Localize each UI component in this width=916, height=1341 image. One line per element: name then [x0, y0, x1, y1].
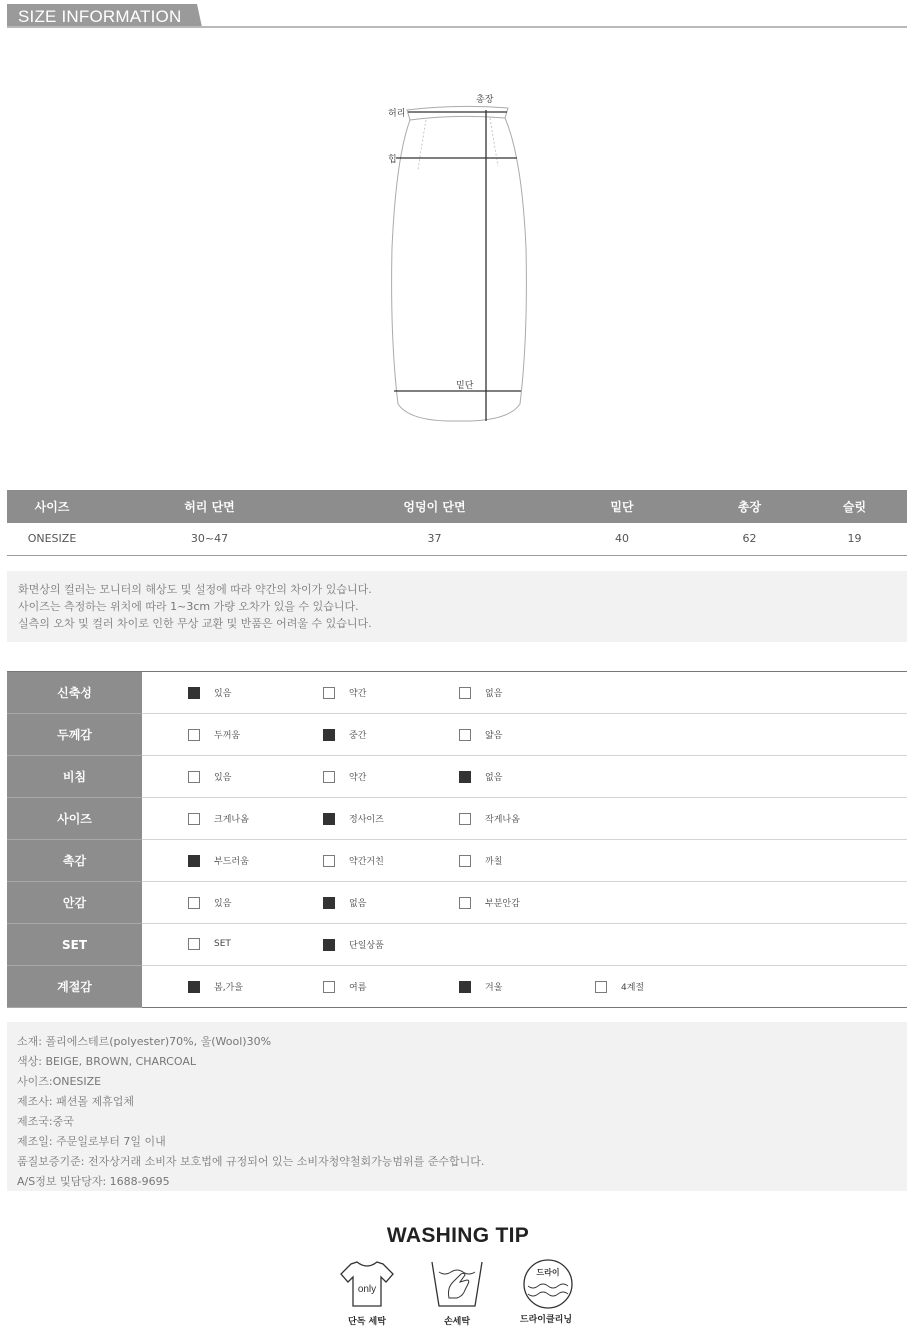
option [459, 812, 520, 825]
size-table [7, 490, 907, 556]
option-label: 있음 [214, 773, 232, 783]
table-row [7, 523, 907, 555]
hip-label: 힙 [388, 155, 397, 165]
washing-tip-title: WASHING TIP [386, 1224, 530, 1247]
option [323, 686, 366, 699]
header-divider [7, 26, 907, 28]
cell-waist: 30~47 [97, 523, 322, 555]
checkbox-icon [323, 813, 335, 825]
icon-text: 드라이 [536, 1268, 560, 1277]
option-label: 있음 [214, 899, 232, 909]
option-label: 작게나옴 [485, 815, 520, 825]
size-table-header [7, 490, 907, 523]
property-row [7, 966, 907, 1008]
option [323, 938, 384, 951]
option [188, 770, 231, 783]
property-options [142, 882, 907, 923]
wash-label: 손세탁 [443, 1317, 471, 1327]
option-label: 단일상품 [349, 941, 384, 951]
property-options [142, 756, 907, 797]
property-row [7, 798, 907, 840]
option [323, 770, 366, 783]
checkbox-icon [188, 981, 200, 993]
info-date: 제조일: 주문일로부터 7일 이내 [17, 1135, 166, 1148]
checkbox-icon [459, 771, 471, 783]
option-label: 겨울 [485, 983, 503, 993]
property-name: 두께감 [7, 714, 142, 756]
option [188, 728, 240, 741]
property-row [7, 672, 907, 714]
option-label: 약간거친 [349, 857, 384, 867]
property-name: 비침 [7, 756, 142, 798]
option-label: 없음 [349, 899, 367, 909]
option-label: 정사이즈 [349, 815, 384, 825]
checkbox-icon [459, 981, 471, 993]
property-options [142, 714, 907, 755]
col-header-waist: 허리 단면 [97, 490, 322, 523]
option [323, 980, 366, 993]
col-header-slit: 슬릿 [802, 490, 907, 523]
option [459, 854, 502, 867]
checkbox-icon [188, 729, 200, 741]
product-info [7, 1022, 907, 1191]
option [188, 938, 231, 950]
info-color: 색상: BEIGE, BROWN, CHARCOAL [17, 1055, 196, 1068]
option-label: 여름 [349, 983, 367, 993]
wash-label: 드라이클리닝 [519, 1315, 573, 1325]
option [188, 854, 249, 867]
property-options [142, 924, 907, 965]
checkbox-icon [323, 771, 335, 783]
note-line: 사이즈는 측정하는 위치에 따라 1~3cm 가량 오차가 있을 수 있습니다. [18, 600, 359, 613]
option-label: 없음 [485, 773, 503, 783]
option [323, 728, 366, 741]
hem-label: 밑단 [456, 381, 474, 391]
property-name: 촉감 [7, 840, 142, 882]
wash-label: 단독 세탁 [348, 1317, 386, 1327]
checkbox-icon [323, 939, 335, 951]
info-as: A/S정보 및담당자: 1688-9695 [17, 1175, 170, 1188]
header-title: SIZE INFORMATION [18, 7, 182, 26]
option [323, 812, 384, 825]
checkbox-icon [323, 729, 335, 741]
cell-hem: 40 [547, 523, 697, 555]
option-label: 약간 [349, 773, 367, 783]
option [188, 812, 249, 825]
col-header-length: 총장 [697, 490, 802, 523]
col-header-hip: 엉덩이 단면 [322, 490, 547, 523]
option-label: 얇음 [485, 731, 503, 741]
checkbox-icon [323, 855, 335, 867]
property-name: 안감 [7, 882, 142, 924]
property-options [142, 966, 907, 1007]
property-options [142, 672, 907, 713]
option [459, 896, 520, 909]
checkbox-icon [188, 938, 200, 950]
option-label: 크게나옴 [214, 815, 249, 825]
checkbox-icon [188, 771, 200, 783]
option [188, 980, 243, 993]
info-country: 제조국:중국 [17, 1115, 74, 1128]
option-label: 부드러움 [214, 857, 249, 867]
dry-clean-icon [518, 1258, 578, 1310]
col-header-hem: 밑단 [547, 490, 697, 523]
option-label: 까칠 [485, 857, 503, 867]
property-row [7, 756, 907, 798]
option-label: 없음 [485, 689, 503, 699]
option-label: 부분안감 [485, 899, 520, 909]
property-options [142, 840, 907, 881]
option [459, 770, 502, 783]
size-notes [7, 571, 907, 642]
info-material: 소재: 폴리에스테르(polyester)70%, 울(Wool)30% [17, 1035, 272, 1048]
checkbox-icon [188, 813, 200, 825]
option [323, 854, 384, 867]
option [188, 686, 231, 699]
property-row [7, 882, 907, 924]
checkbox-icon [188, 855, 200, 867]
info-warranty: 품질보증기준: 전자상거래 소비자 보호법에 규정되어 있는 소비자청약철회가능범위를 준수합니다. [17, 1155, 485, 1168]
checkbox-icon [459, 897, 471, 909]
checkbox-icon [188, 687, 200, 699]
property-row [7, 840, 907, 882]
cell-size: ONESIZE [7, 523, 97, 555]
checkbox-icon [323, 981, 335, 993]
checkbox-icon [595, 981, 607, 993]
option-label: 약간 [349, 689, 367, 699]
fabric-properties-table [7, 671, 907, 1008]
waist-label: 허리 [388, 109, 406, 119]
option [459, 980, 502, 993]
property-row [7, 714, 907, 756]
option-label: SET [214, 939, 231, 949]
checkbox-icon [323, 897, 335, 909]
checkbox-icon [188, 897, 200, 909]
option [188, 896, 231, 909]
option-label: 있음 [214, 689, 232, 699]
section-header [7, 4, 907, 28]
cell-length: 62 [697, 523, 802, 555]
option [595, 980, 644, 993]
property-name: 계절감 [7, 966, 142, 1008]
note-line: 화면상의 컬러는 모니터의 해상도 및 설정에 따라 약간의 차이가 있습니다. [18, 583, 372, 596]
info-manufacturer: 제조사: 패션몰 제휴업체 [17, 1095, 134, 1108]
hand-wash-icon [427, 1258, 487, 1310]
checkbox-icon [459, 687, 471, 699]
cell-hip: 37 [322, 523, 547, 555]
option-label: 4계절 [621, 983, 645, 993]
checkbox-icon [323, 687, 335, 699]
property-row [7, 924, 907, 966]
option-label: 중간 [349, 731, 367, 741]
option-label: 두꺼움 [214, 731, 241, 741]
option [459, 686, 502, 699]
checkbox-icon [459, 855, 471, 867]
cell-slit: 19 [802, 523, 907, 555]
checkbox-icon [459, 729, 471, 741]
property-name: 신축성 [7, 672, 142, 714]
info-size: 사이즈:ONESIZE [17, 1075, 102, 1088]
col-header-size: 사이즈 [7, 490, 97, 523]
property-name: SET [7, 924, 142, 966]
option-label: 봄,가을 [214, 983, 243, 993]
note-line: 실측의 오차 및 컬러 차이로 인한 무상 교환 및 반품은 어려울 수 있습니다. [18, 617, 372, 630]
checkbox-icon [459, 813, 471, 825]
skirt-diagram [380, 88, 540, 428]
tshirt-only-icon [337, 1258, 397, 1310]
property-name: 사이즈 [7, 798, 142, 840]
option [323, 896, 366, 909]
icon-text: only [357, 1284, 377, 1295]
length-label: 총장 [476, 95, 494, 105]
skirt-illustration [380, 88, 540, 428]
property-options [142, 798, 907, 839]
option [459, 728, 502, 741]
